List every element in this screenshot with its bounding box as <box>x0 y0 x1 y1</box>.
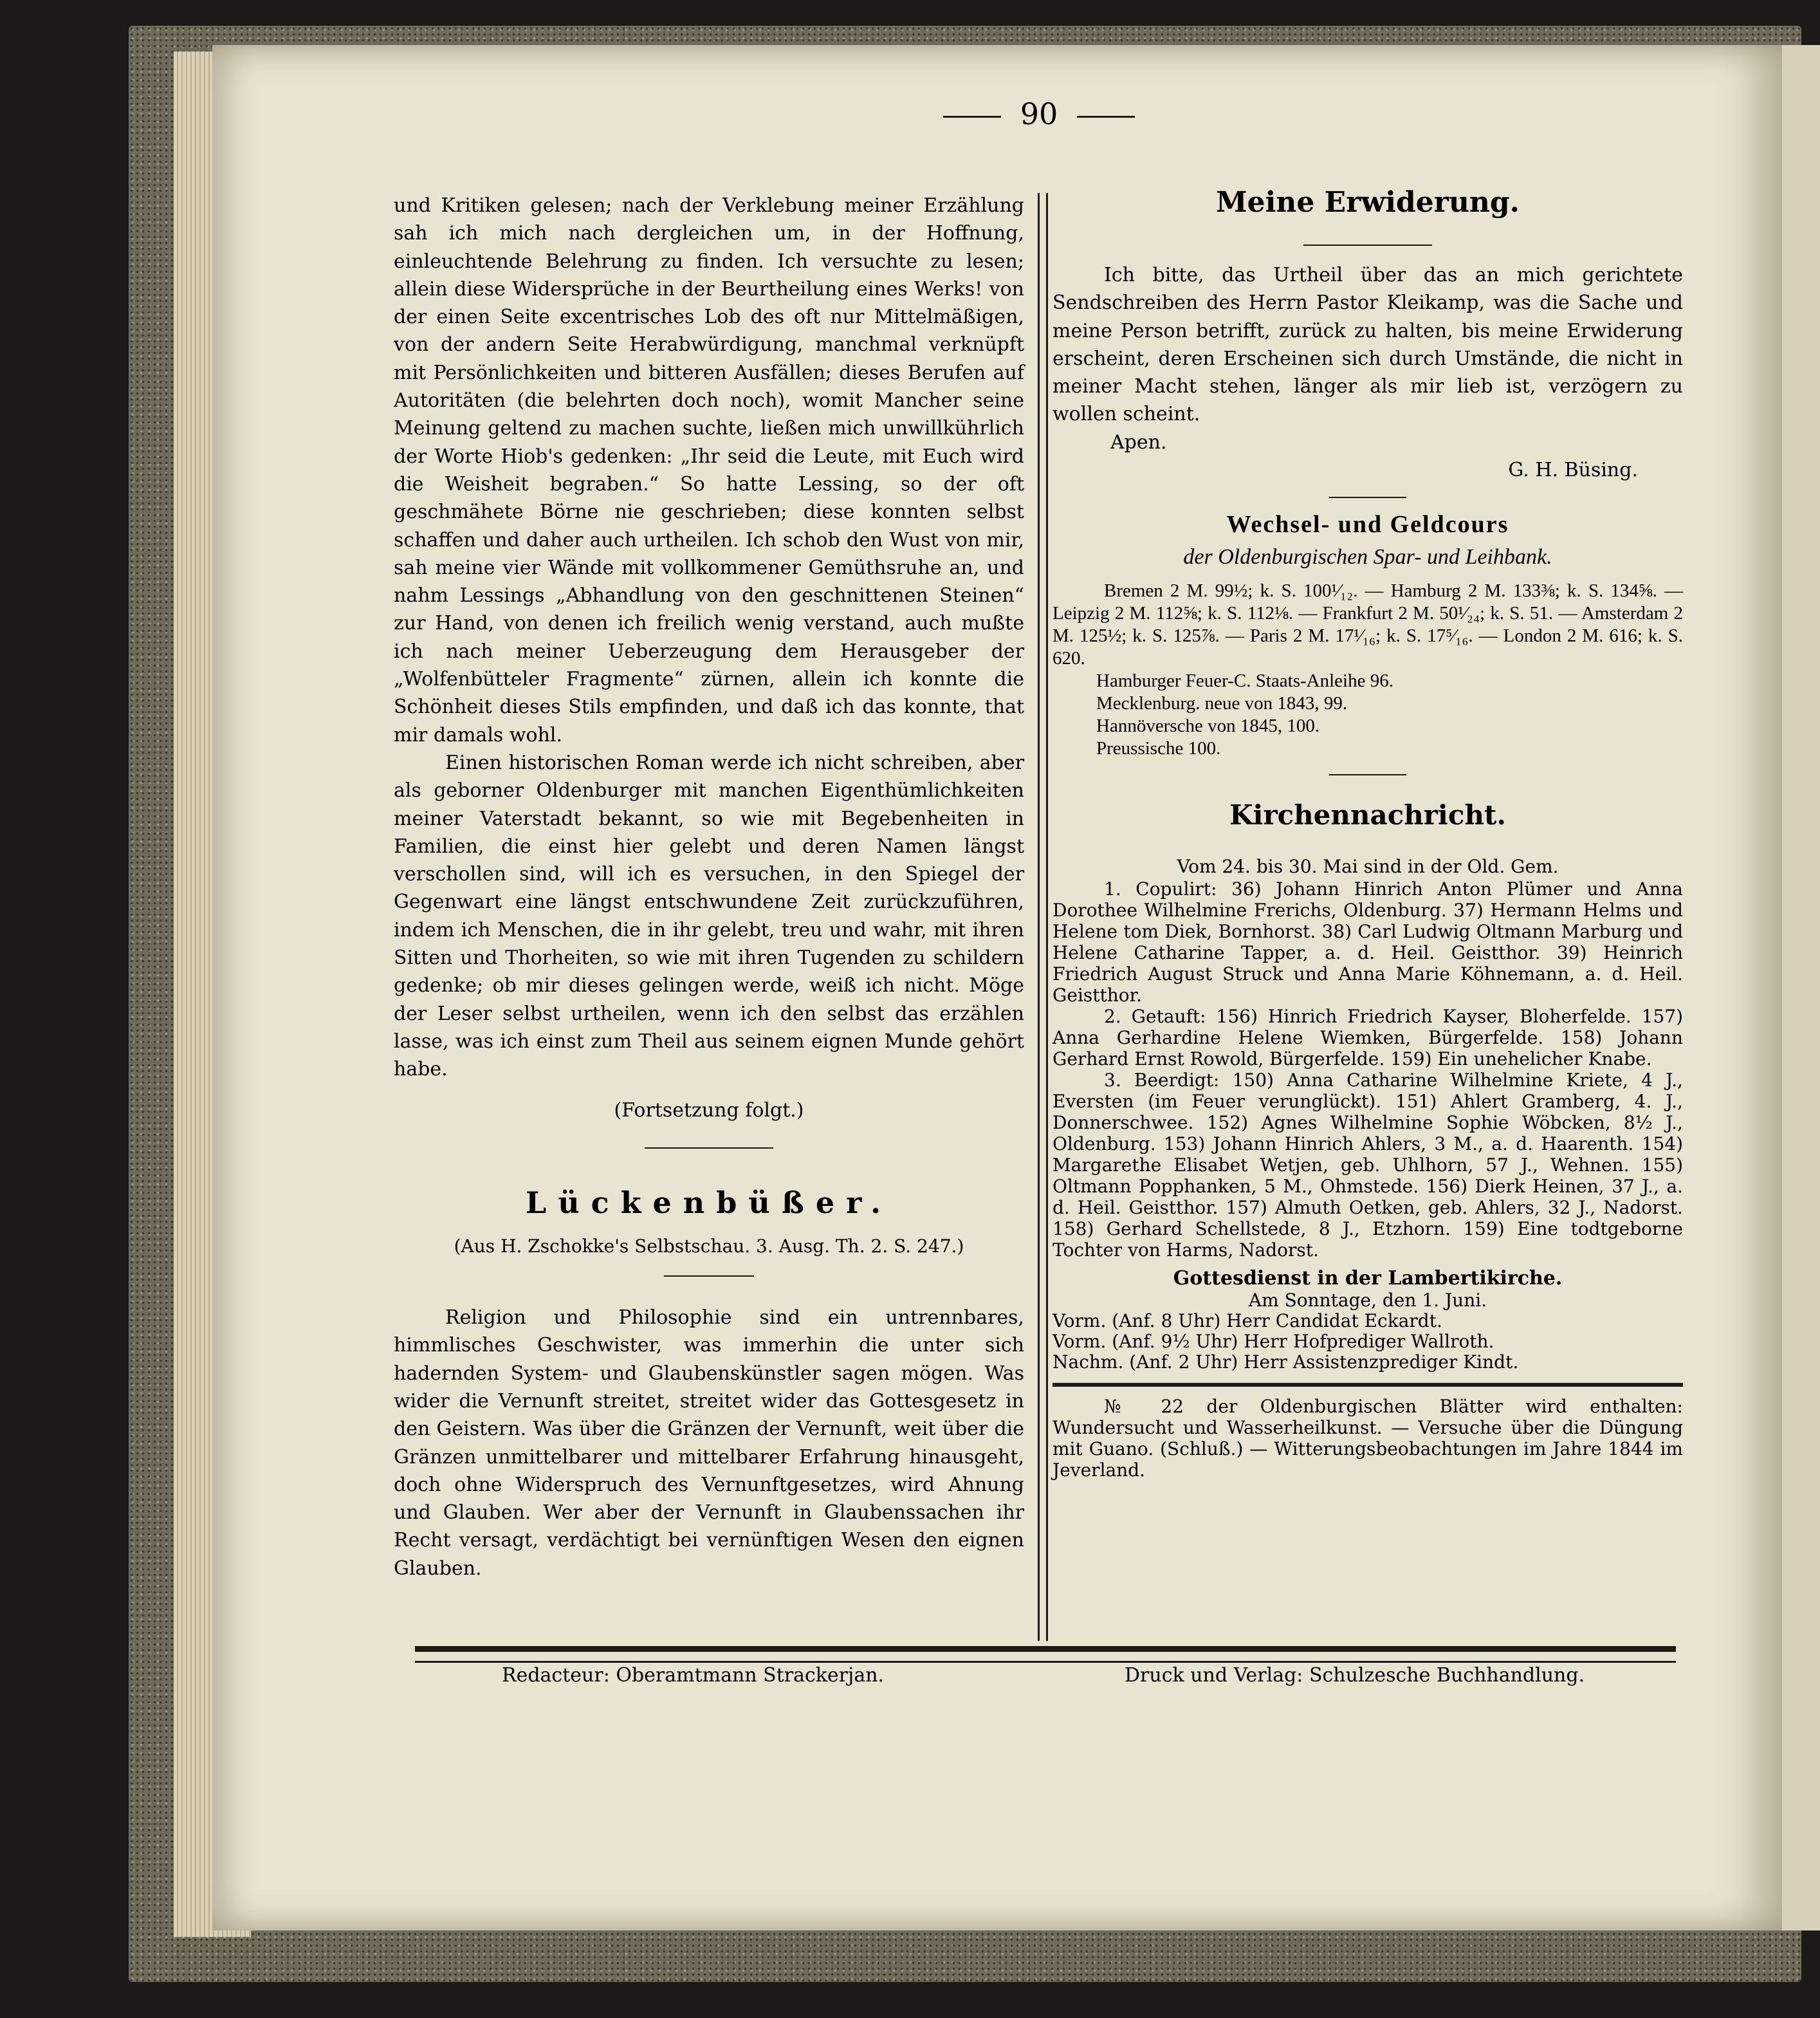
reply-text: Ich bitte, das Urtheil über das an mich gerichtete Sendschreiben des Herrn Pastor Kleikamp, was die Sache und meine Person betrifft, zurück zu halten, bis meine Erwiderung erscheint, deren Erscheinen sich durch Umstände, die nicht in meiner Macht stehen, länger als mir lieb ist, verzögern zu wollen scheint. <box>1052 264 1683 426</box>
exchange-bond: Hamburger Feuer-C. Staats-Anleihe 96. <box>1096 670 1393 691</box>
notice-rule <box>1052 1383 1683 1387</box>
filler-text: Religion und Philosophie sind ein untrennbares, himmlisches Geschwister, was immerhin die unter sich hadernden System- und Glaubenskünstler sagen mögen. Was wider die Vernunft streitet, streitet wider das Gottesgesetz in den Geistern. Was über die Gränzen der Vernunft, weit über die Gränzen unmittelbarer und mittelbarer Erfahrung hinausgeht, doch ohne Widerspruch des Vernunftgesetzes, wird Ahnung und Glauben. Wer aber der Vernunft in Glaubenssachen ihr Recht versagt, verdächtigt bei vernünftigen Wesen den eignen Glauben. <box>394 1306 1024 1580</box>
reply-title: Meine Erwiderung. <box>1215 186 1520 219</box>
reply-signature: G. H. Büsing. <box>1508 459 1638 482</box>
church-intro: Vom 24. bis 30. Mai sind in der Old. Gem. <box>1177 855 1559 877</box>
page-number: 90 <box>920 97 1158 131</box>
editor-credit: Redacteur: Oberamtmann Strackerjan. <box>502 1664 885 1687</box>
exchange-bond: Mecklenburg. neue von 1843, 99. <box>1096 692 1348 714</box>
section-rule <box>1329 774 1406 775</box>
column-divider <box>1038 193 1048 1641</box>
exchange-bond: Hannöversche von 1845, 100. <box>1096 715 1320 736</box>
section-rule <box>1329 497 1406 498</box>
next-issue-notice: № 22 der Oldenburgischen Blätter wird enthalten: Wundersucht und Wasserheilkunst. — Versuche über die Düngung mit Guano. (Schluß.) — Witterungsbeobachtungen im Jahre 1844 im Jeverland. <box>1052 1395 1683 1481</box>
exchange-title: Wechsel- und Geldcours <box>1226 511 1509 539</box>
service-line: Vorm. (Anf. 8 Uhr) Herr Candidat Eckardt. <box>1052 1310 1442 1331</box>
exchange-subtitle: der Oldenburgischen Spar- und Leihbank. <box>1183 544 1552 569</box>
church-baptized: 2. Getauft: 156) Hinrich Friedrich Kayser, Bloherfelde. 157) Anna Gerhardine Helene Wiemken, Bürgerfelde. 158) Johann Gerhard Ernst Rowold, Bürgerfelde. 159) Ein unehelicher Knabe. <box>1052 1005 1683 1069</box>
filler-source: (Aus H. Zschokke's Selbstschau. 3. Ausg. Th. 2. S. 247.) <box>454 1235 964 1257</box>
service-line: Vorm. (Anf. 9½ Uhr) Herr Hofprediger Wallroth. <box>1052 1330 1494 1352</box>
right-column <box>1052 180 1683 1481</box>
service-title: Gottesdienst in der Lambertikirche. <box>1173 1266 1563 1290</box>
section-rule <box>645 1147 773 1149</box>
footer-rule <box>415 1646 1676 1663</box>
story-paragraph-1: und Kritiken gelesen; nach der Verklebung meiner Erzählung sah ich mich nach dergleichen um, in der Hoffnung, einleuchtende Belehrung zu finden. Ich versuchte zu lesen; allein diese Widersprüche in der Beurtheilung eines Werks! von der einen Seite excentrisches Lob des oft nur Mittelmäßigen, von der andern Seite Herabwürdigung, manchmal verknüpft mit Persönlichkeiten und bitteren Ausfällen; dieses Berufen auf Autoritäten (die belehrten doch noch), womit Mancher seine Meinung geltend zu machen suchte, ließen mich unwillkührlich der Worte Hiob's gedenken: „Ihr seid die Leute, mit Euch wird die Weisheit begraben.“ So hatte Lessing, so der oft geschmähete Börne nie geschrieben; diese konnten selbst schaffen und daher auch urtheilen. Ich schob den Wust von mir, sah meine vier Wände mit vollkommener Gemüthsruhe an, und nahm Lessings „Abhandlung von den geschnittenen Steinen“ zur Hand, von denen ich freilich wenig verstand, auch mußte ich nach meiner Ueberzeugung dem Herausgeber der „Wolfenbütteler Fragmente“ zürnen, allein ich konnte die Schönheit dieses Stils empfinden, und daß ich das konnte, that mir damals wohl. <box>394 194 1024 746</box>
service-line: Nachm. (Anf. 2 Uhr) Herr Assistenzprediger Kindt. <box>1052 1351 1519 1373</box>
exchange-bond: Preussische 100. <box>1096 737 1221 759</box>
service-date: Am Sonntage, den 1. Juni. <box>1248 1289 1487 1311</box>
continuation-note: (Fortsetzung folgt.) <box>614 1098 804 1122</box>
church-title: Kirchennachricht. <box>1229 799 1507 831</box>
filler-title: Lückenbüßer. <box>525 1185 893 1220</box>
section-rule <box>664 1275 754 1277</box>
church-married: 1. Copulirt: 36) Johann Hinrich Anton Plümer und Anna Dorothee Wilhelmine Frerichs, Oldenburg. 37) Hermann Helms und Helene tom Diek, Bornhorst. 38) Carl Ludwig Oltmann Marburg und Helene Catharine Tapper, a. d. Heil. Geistthor. 39) Heinrich Friedrich August Struck und Anna Marie Köhnemann, a. d. Heil. Geistthor. <box>1052 878 1683 1006</box>
story-paragraph-2: Einen historischen Roman werde ich nicht schreiben, aber als geborner Oldenburger mit manchen Eigenthümlichkeiten meiner Vaterstadt bekannt, so wie mit Begebenheiten in Familien, die einst hier gelebt und deren Namen längst verschollen sind, will ich es versuchen, in den Spiegel der Gegenwart eine längst entschwundene Zeit zurückzuführen, indem ich Menschen, die in ihr gelebt, treu und wahr, mit ihren Sitten und Thorheiten, so wie mit ihren Tugenden zu schildern gedenke; ob mir dieses gelingen werde, weiß ich nicht. Möge der Leser selbst urtheilen, wenn ich den selbst das erzählen lasse, was ich einst zum Theil aus seinem eignen Munde gehört habe. <box>394 751 1024 1081</box>
left-column <box>394 192 1024 1582</box>
exchange-rates: Bremen 2 M. 99½; k. S. 100¹⁄₁₂. — Hamburg 2 M. 133⅜; k. S. 134⅝. — Leipzig 2 M. 112⅝; k. S. 112⅛. — Frankfurt 2 M. 50¹⁄₂₄; k. S. 51. — Amsterdam 2 M. 125½; k. S. 125⅞. — Paris 2 M. 17¹⁄₁₆; k. S. 17⁵⁄₁₆. — London 2 M. 616; k. S. 620. <box>1052 580 1683 669</box>
right-page-edge <box>1782 45 1820 1930</box>
publisher-credit: Druck und Verlag: Schulzesche Buchhandlung. <box>1125 1664 1585 1687</box>
section-rule <box>1303 245 1432 246</box>
reply-place: Apen. <box>1110 430 1167 454</box>
church-buried: 3. Beerdigt: 150) Anna Catharine Wilhelmine Kriete, 4 J., Eversten (im Feuer verunglückt). 151) Ahlert Gramberg, 4. J., Donnerschwee. 152) Agnes Wilhelmine Sophie Wöbcken, 8½ J., Oldenburg. 153) Johann Hinrich Ahlers, 3 M., a. d. Haarenth. 154) Margarethe Elisabet Wetjen, geb. Uhlhorn, 57 J., Wehnen. 155) Oltmann Popphanken, 5 M., Ohmstede. 156) Dierk Heinen, 37 J., a. d. Heil. Geistthor. 157) Almuth Oetken, geb. Ahlers, 32 J., Nadorst. 158) Gerhard Schellstede, 8 J., Etzhorn. 159) Eine todtgeborne Tochter von Harms, Nadorst. <box>1052 1069 1683 1261</box>
